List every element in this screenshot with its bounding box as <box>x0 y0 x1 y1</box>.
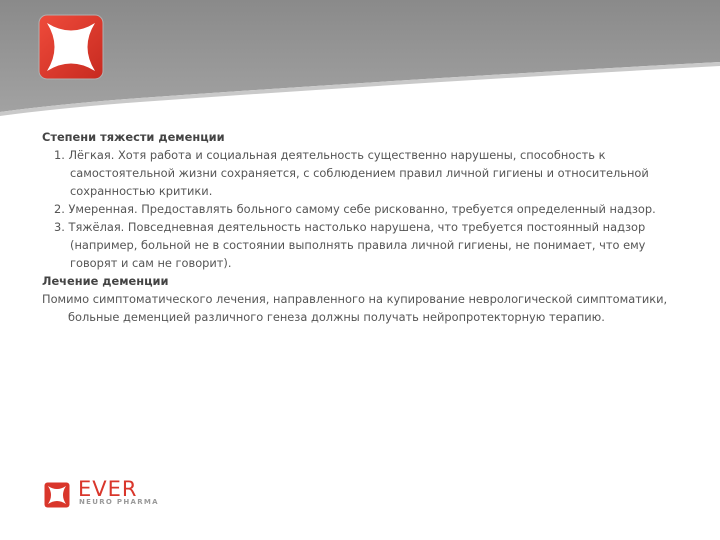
ever-logo-icon <box>38 14 104 80</box>
severity-item-moderate: 2. Умеренная. Предоставлять больного самому себе рискованно, требуется определенный надзор. <box>54 202 656 216</box>
header-band <box>0 0 720 140</box>
heading-dementia-treatment: Лечение деменции <box>42 274 169 288</box>
brand-name: EVER <box>78 477 138 501</box>
slide-content <box>42 128 672 326</box>
heading-dementia-severity: Степени тяжести деменции <box>42 130 225 144</box>
severity-item-mild: 1. Лёгкая. Хотя работа и социальная деятельность существенно нарушены, способность к самостоятельной жизни сохраняется, с соблюдением правил личной гигиены и относительной сохранностью критики. <box>54 148 649 198</box>
severity-item-severe: 3. Тяжёлая. Повседневная деятельность настолько нарушена, что требуется постоянный надзор (например, больной не в состоянии выполнять правила личной гигиены, не понимает, что ему говорят и сам не говорит). <box>54 220 646 270</box>
ever-small-logo-icon <box>44 482 70 508</box>
brand-subtitle: NEURO PHARMA <box>79 498 159 506</box>
treatment-paragraph: Помимо симптоматического лечения, направленного на купирование неврологической симптоматики, больные деменцией различного генеза должны получать нейропротекторную терапию. <box>42 292 668 324</box>
